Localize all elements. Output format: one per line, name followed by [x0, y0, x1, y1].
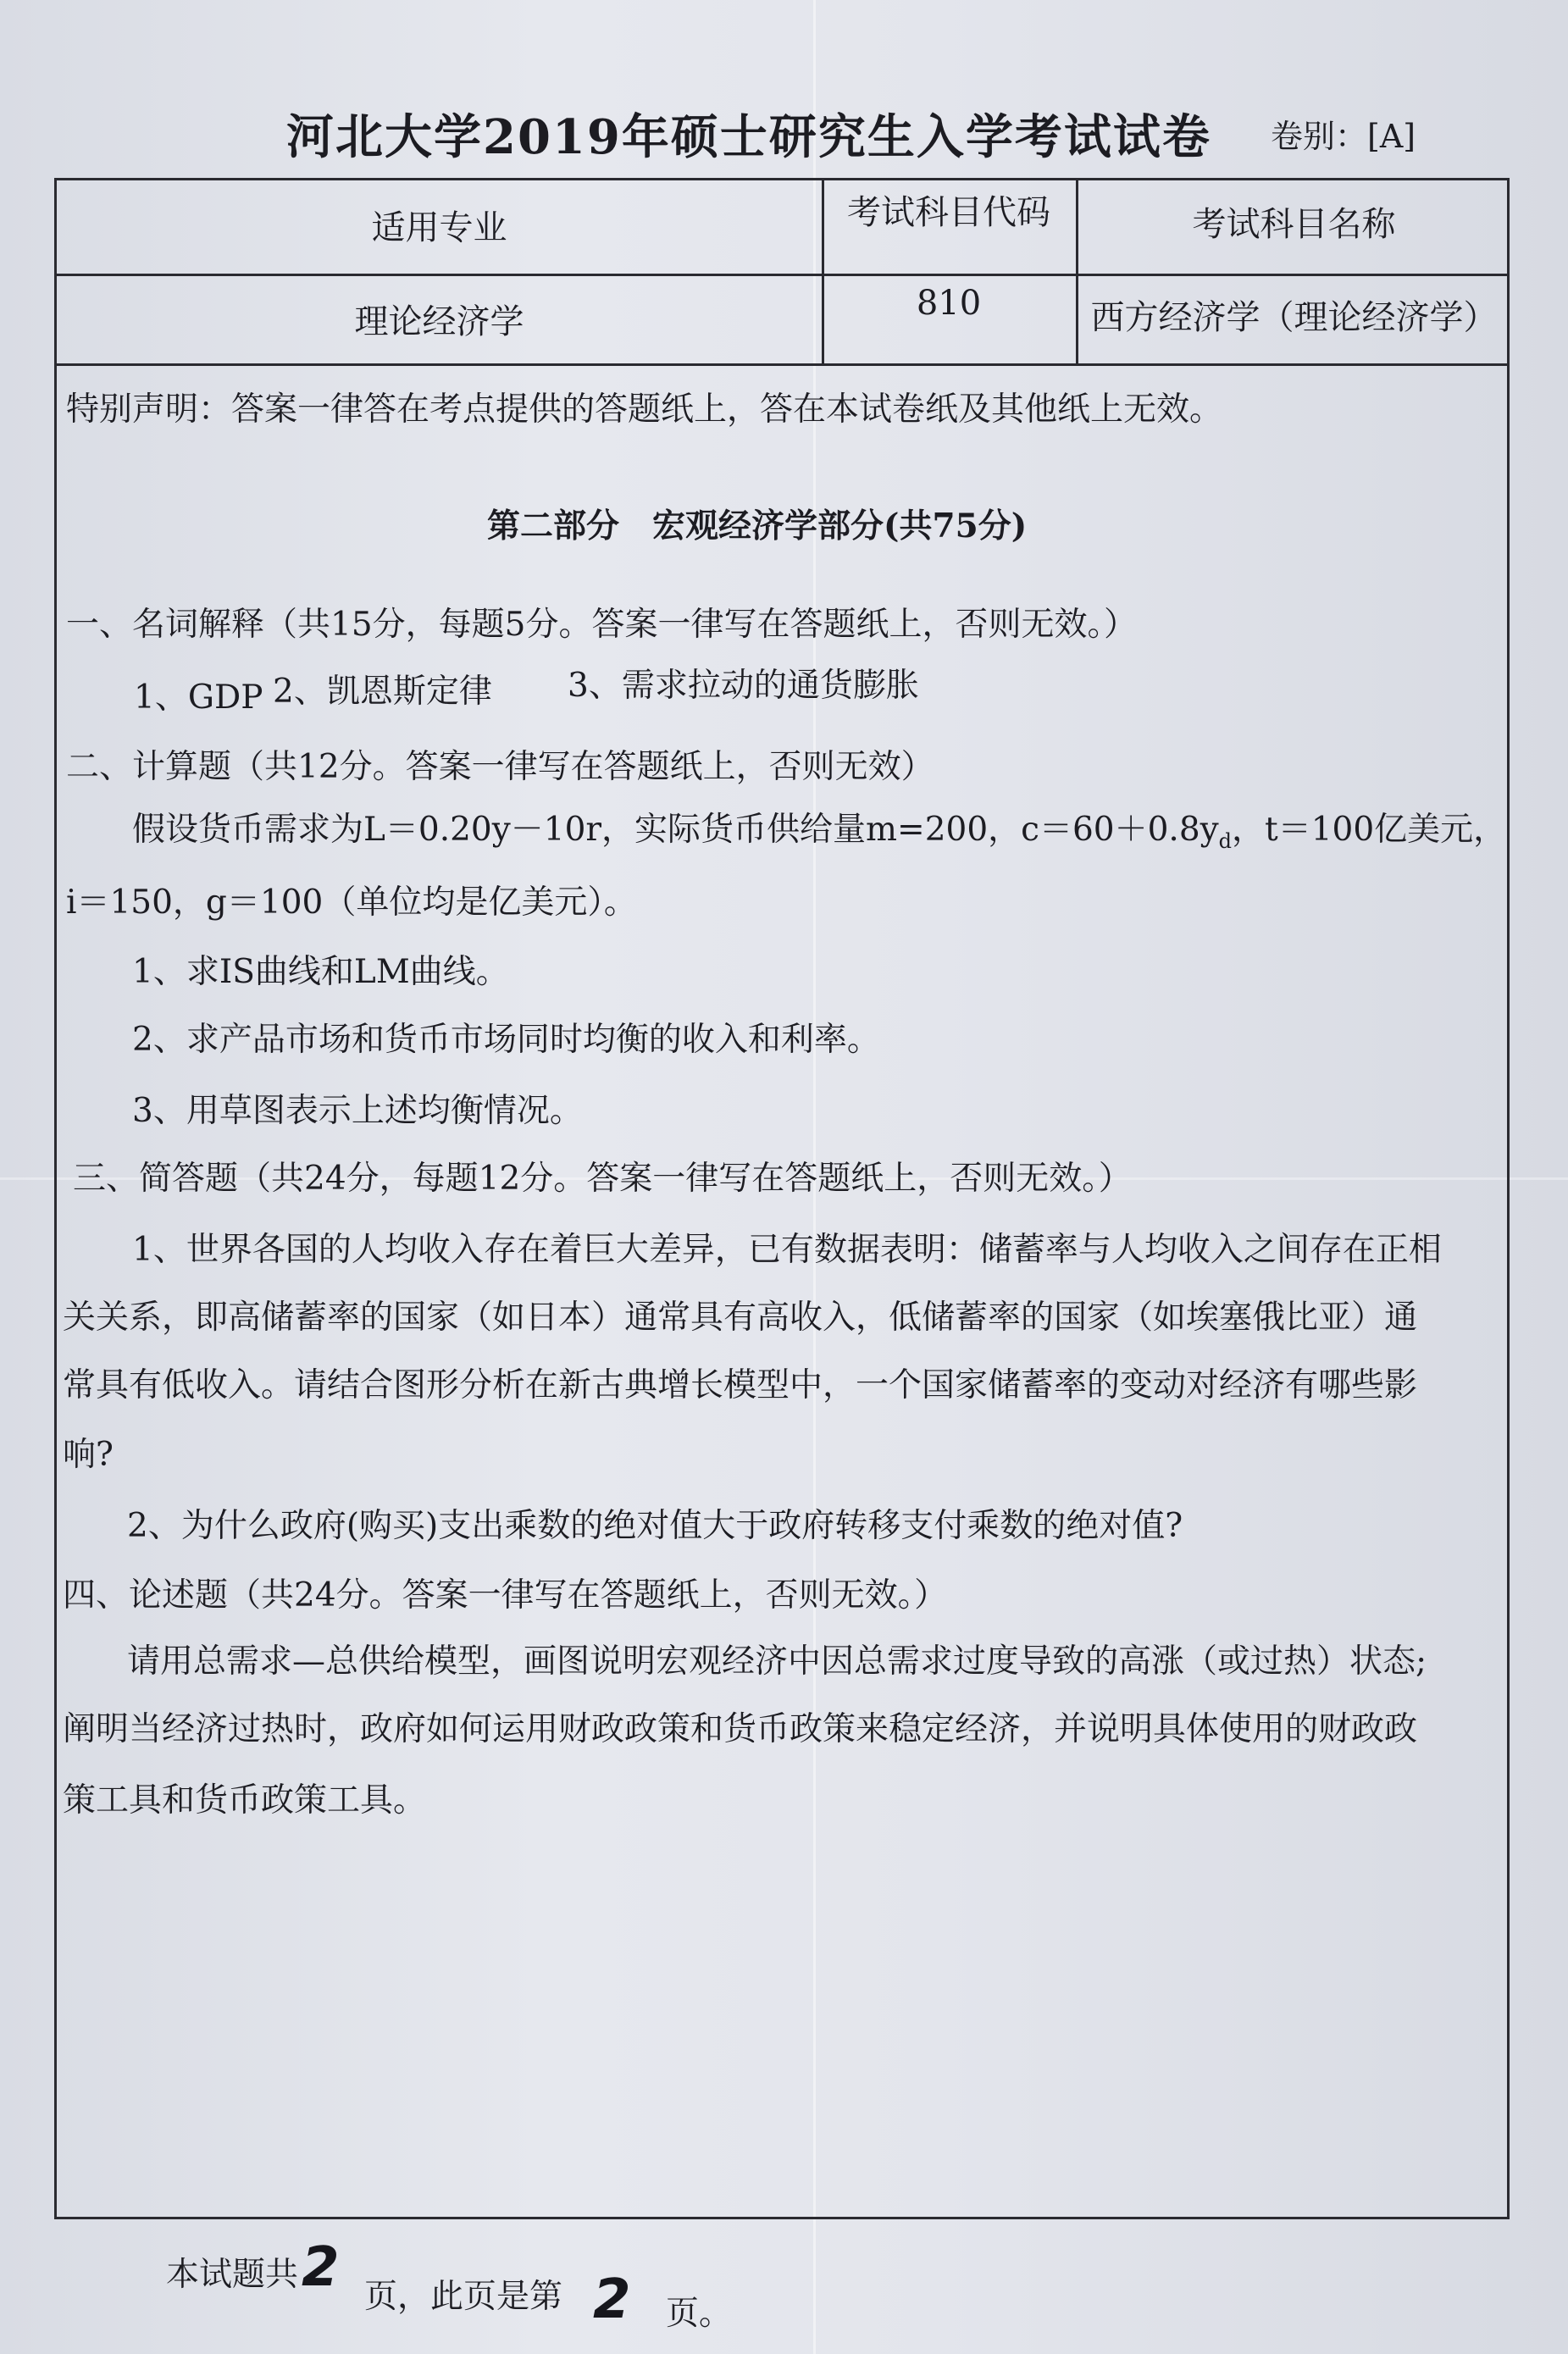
- calc-stem-line: i＝150，g＝100（单位均是亿美元）。: [66, 883, 637, 922]
- section4-heading: 四、论述题（共24分。答案一律写在答题纸上，否则无效。）: [63, 1576, 948, 1615]
- essay-line: 阐明当经济过热时，政府如何运用财政政策和货币政策来稳定经济，并说明具体使用的财政政: [63, 1710, 1418, 1748]
- special-notice: 特别声明：答案一律答在考点提供的答题纸上，答在本试卷纸及其他纸上无效。: [66, 390, 1223, 429]
- calc-question: 2、求产品市场和货币市场同时均衡的收入和利率。: [132, 1021, 880, 1059]
- footer-suffix: 页。: [666, 2295, 733, 2333]
- section1-heading: 一、名词解释（共15分，每题5分。答案一律写在答题纸上，否则无效。）: [66, 606, 1137, 644]
- exam-title: 河北大学2019年硕士研究生入学考试试卷: [286, 109, 1211, 165]
- footer-middle: 页，此页是第: [364, 2278, 563, 2316]
- value-subject-name: 西方经济学（理论经济学）: [1090, 298, 1498, 337]
- header-subject-name: 考试科目名称: [1192, 205, 1396, 244]
- section2-heading: 二、计算题（共12分。答案一律写在答题纸上，否则无效）: [66, 748, 934, 786]
- short-answer-line: 关关系，即高储蓄率的国家（如日本）通常具有高收入，低储蓄率的国家（如埃塞俄比亚）通: [63, 1299, 1418, 1337]
- calc-stem-text: 假设货币需求为L＝0.20y－10r，实际货币供给量m=200，c＝60＋0.8y: [132, 811, 1219, 849]
- table-divider: [57, 274, 1507, 276]
- footer-prefix: 本试题共: [166, 2256, 299, 2294]
- short-answer-line: 响?: [63, 1436, 114, 1474]
- header-major: 适用专业: [371, 208, 507, 247]
- handwritten-current-page: 2: [593, 2268, 631, 2331]
- disposable-income-subscript: d: [1218, 828, 1233, 853]
- calc-question: 3、用草图表示上述均衡情况。: [132, 1092, 583, 1130]
- calc-stem-line: [132, 803, 1506, 853]
- calc-question: 1、求IS曲线和LM曲线。: [132, 953, 509, 991]
- value-subject-code: 810: [916, 284, 982, 323]
- short-answer-line: 1、世界各国的人均收入存在着巨大差异，已有数据表明：储蓄率与人均收入之间存在正相: [132, 1231, 1442, 1269]
- header-subject-code: 考试科目代码: [847, 193, 1050, 232]
- section3-heading: 三、简答题（共24分，每题12分。答案一律写在答题纸上，否则无效。）: [73, 1160, 1132, 1198]
- calc-stem-text-tail: ，t＝100亿美元，: [1232, 811, 1507, 849]
- essay-line: 请用总需求—总供给模型，画图说明宏观经济中因总需求过度导致的高涨（或过热）状态;: [127, 1642, 1427, 1681]
- term-item: 1、GDP: [134, 679, 263, 717]
- part-title: 第二部分 宏观经济学部分(共75分): [487, 507, 1028, 546]
- term-item: 3、需求拉动的通货膨胀: [568, 667, 919, 705]
- paper-type-label: 卷别：[A]: [1271, 118, 1416, 155]
- value-major: 理论经济学: [354, 302, 524, 341]
- essay-line: 策工具和货币政策工具。: [63, 1781, 427, 1820]
- table-bottom-border: [57, 363, 1507, 366]
- term-item: 2、凯恩斯定律: [273, 673, 492, 711]
- short-answer-line: 常具有低收入。请结合图形分析在新古典增长模型中，一个国家储蓄率的变动对经济有哪些影: [63, 1366, 1418, 1404]
- short-answer-question: 2、为什么政府(购买)支出乘数的绝对值大于政府转移支付乘数的绝对值?: [127, 1507, 1183, 1545]
- handwritten-total-pages: 2: [302, 2236, 340, 2299]
